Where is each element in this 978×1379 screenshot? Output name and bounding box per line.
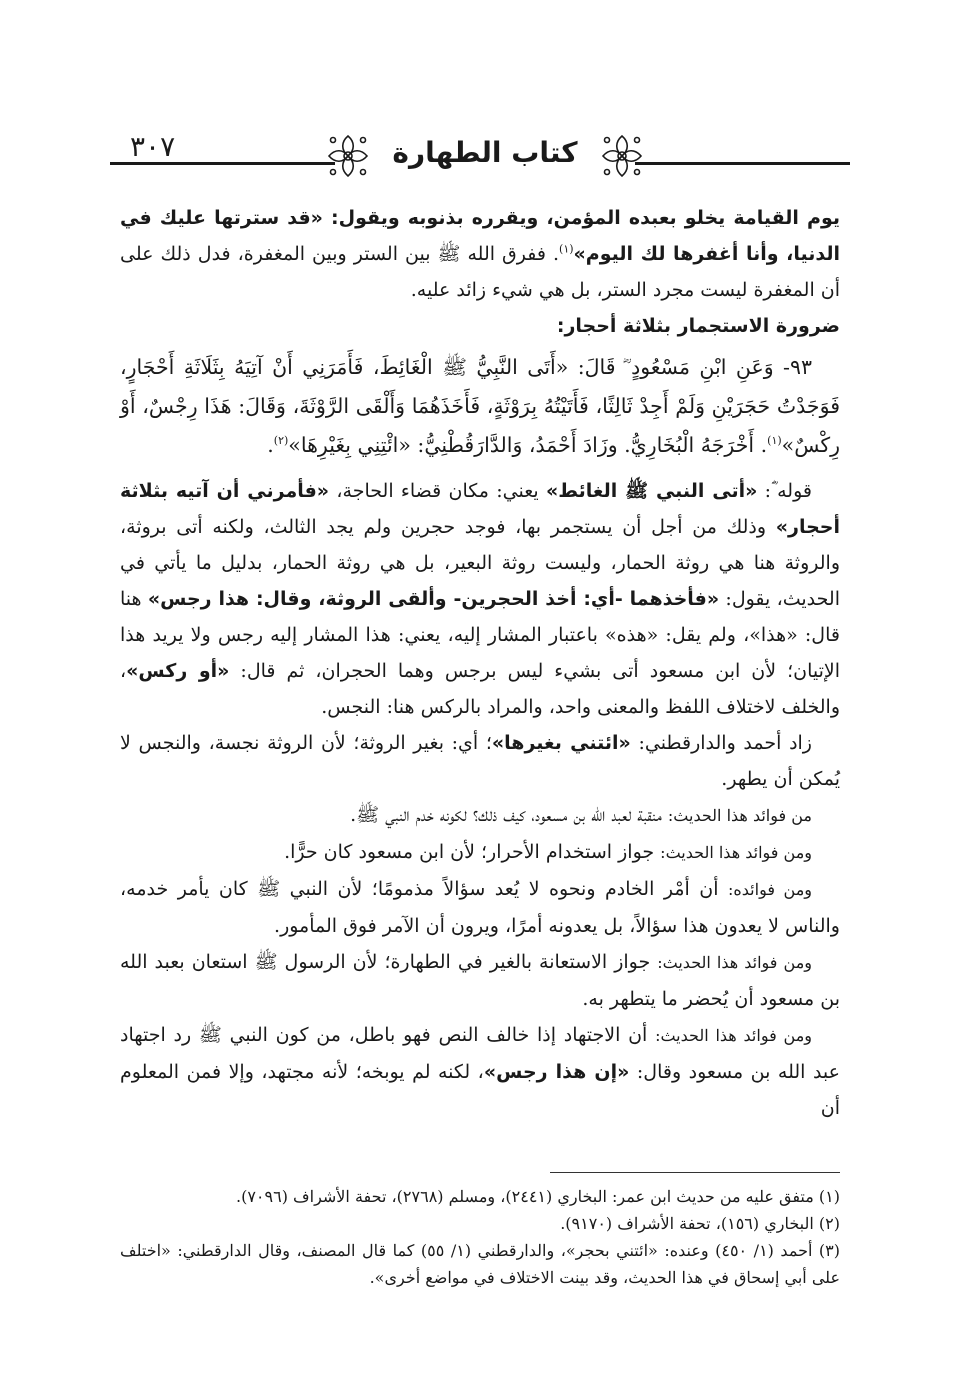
addition-paragraph: زاد أحمد والدارقطني: «ائتني بغيرها»؛ أي: بغير الروثة؛ لأن الروثة نجسة، والنجس لا يُمكن أن يطهر. — [120, 732, 840, 790]
footnotes — [120, 1183, 840, 1291]
benefit-item: ومن فوائد هذا الحديث: أن الاجتهاد إذا خالف النص فهو باطل، من كون النبي ﷺ رد اجتهاد عبد الله بن مسعود وقال: «إن هذا رجس»، لكنه لم يوبخه؛ لأنه مجتهد، وإلا فمن المعلوم أن — [120, 1024, 840, 1119]
footnote-divider — [550, 1172, 840, 1173]
footnote-item: (٢) البخاري (١٥٦)، تحفة الأشراف (٩١٧٠). — [560, 1214, 840, 1233]
footnote-item: (١) متفق عليه من حديث ابن عمر: البخاري (٢٤٤١)، ومسلم (٢٧٦٨)، تحفة الأشراف (٧٠٩٦). — [236, 1187, 840, 1206]
ornament-right-icon — [599, 132, 645, 180]
section-heading: ضرورة الاستجمار بثلاثة أحجار: — [556, 315, 840, 337]
benefit-item: من فوائد هذا الحديث: منقبة لعبد الله بن مسعود، كيف ذلك؟ لكونه خدم النبي ﷺ. — [350, 804, 812, 826]
footnote-item: (٣) أحمد (١/ ٤٥٠) وعنده: «ائتني بحجر»، والدارقطني (١/ ٥٥) كما قال المصنف، وقال الدارقطني: «اختلف على أبي إسحاق في هذا الحديث، وقد بينت الاختلاف في مواضع أخرى». — [120, 1241, 841, 1287]
paragraph-intro: يوم القيامة يخلو بعبده المؤمن، ويقرره بذنوبه ويقول: «قد سترتها عليك في الدنيا، وأنا أغفرها لك اليوم»$^{(١)}$. ففرق الله ﷺ بين الستر وبين المغفرة، فدل ذلك على أن المغفرة ليست مجرد الستر، بل هي شيء زائد عليه. — [120, 207, 840, 301]
page-header — [110, 128, 850, 188]
commentary-paragraph: قوله ؓ: «أتى النبي ﷺ الغائط» يعني: مكان قضاء الحاجة، «فأمرني أن آتيه بثلاثة أحجار» وذلك من أجل أن يستجمر بها، فوجد حجرين ولم يجد الثالث، ولكنه أتى بروثة، والروثة هنا هي روثة الحمار، وليست روثة البعير، بل هي روثة الحمار، بدليل ما يأتي في الحديث، يقول: «فأخذهما -أي: أخذ الحجرين- وألقى الروثة، وقال: هذا رجس» هنا قال: «هذا»، ولم يقل: «هذه» باعتبار المشار إليه، يعني: هذا المشار إليه رجس ولا يريد هذا الإتيان؛ لأن ابن مسعود أتى بشيء ليس برجس وهما الحجران، ثم قال: «أو ركس»، والخلف لاختلاف اللفظ والمعنى واحد، والمراد بالركس هنا: النجس. — [120, 480, 840, 718]
header-title: كتاب الطهارة — [392, 136, 578, 169]
page-number: ٣٠٧ — [130, 130, 176, 163]
benefit-item: ومن فوائد هذا الحديث: جواز الاستعانة بالغير في الطهارة؛ لأن الرسول ﷺ استعان بعبد الله بن مسعود أن يُحضر ما يتطهر به. — [120, 951, 840, 1010]
header-title-wrap — [335, 128, 635, 188]
main-text — [120, 200, 840, 1126]
benefit-item: ومن فوائده: أن أمْر الخادم ونحوه لا يُعد سؤالاً مذمومًا؛ لأن النبي ﷺ كان يأمر خدمه، والناس لا يعدون هذا سؤالاً، بل يعدونه أمرًا، ويرون أن الآمر فوق المأمور. — [120, 878, 840, 937]
hadith-text: ٩٣- وَعَنِ ابْنِ مَسْعُودٍ ؓ قَالَ: «أَتَى النَّبِيُّ ﷺ الْغَائِطَ، فَأَمَرَنِي أَنْ آتِيَهُ بِثَلَاثَةِ أَحْجَارٍ، فَوَجَدْتُ حَجَرَيْنِ وَلَمْ أَجِدْ ثَالِثًا، فَأَتَيْتُهُ بِرَوْثَةٍ، فَأَخَذَهُمَا وَأَلْقَى الرَّوْثَةَ، وَقَالَ: هَذَا رِجْسٌ، أَوْ رِكْسٌ»$^{(١)}$. أَخْرَجَهُ الْبُخَارِيُّ. وزَادَ أَحْمَدُ، وَالدَّارَقُطْنِيُّ: «ائْتِنِي بِغَيْرِهَا»$^{(٢)}$. — [120, 355, 840, 457]
benefit-item: ومن فوائد هذا الحديث: جواز استخدام الأحرار؛ لأن ابن مسعود كان حرًّا. — [284, 841, 812, 863]
